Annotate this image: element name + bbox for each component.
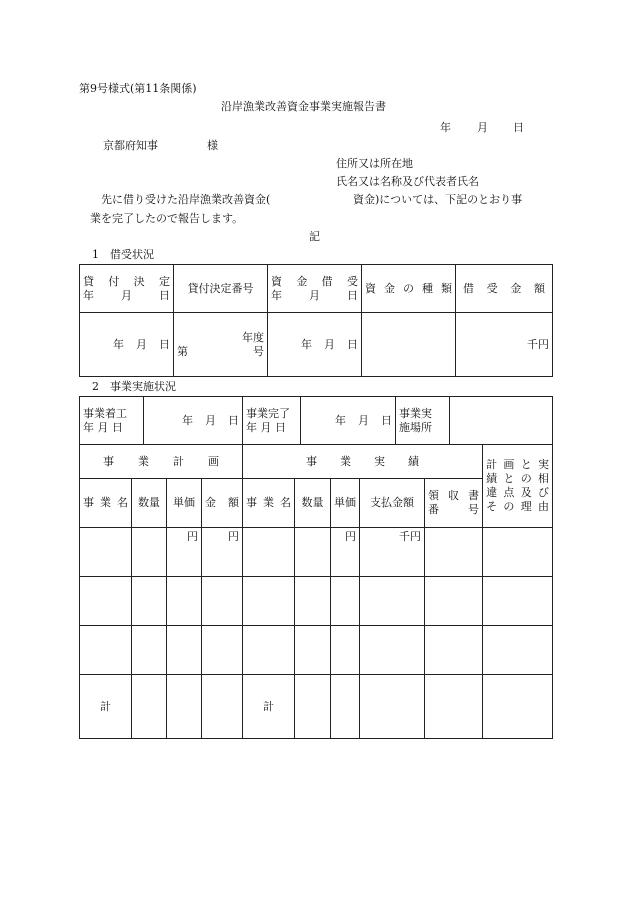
ki-label: 記 <box>309 230 320 243</box>
row-decision-number: 年度 第 号 <box>174 313 268 377</box>
table-row <box>80 577 553 626</box>
row-amount: 千円 <box>456 313 553 377</box>
table-row: 円 円 円 千円 <box>80 528 553 577</box>
diff-reason-header: 計画と実 績との相 違点及び その理由 <box>483 445 553 528</box>
plan-header: 事業計画 <box>80 445 243 479</box>
date-day: 日 <box>513 121 524 134</box>
implementation-dates-table <box>79 396 553 445</box>
plan-result-table <box>79 444 553 739</box>
result-total-label: 計 <box>243 675 295 739</box>
row-decision-date: 年 月 日 <box>80 313 174 377</box>
plan-col-name: 事業名 <box>80 479 132 528</box>
body-line2: 業を完了したので報告します。 <box>90 212 244 225</box>
header-fund-type: 資金の種類 <box>362 265 456 313</box>
header-borrow-date: 資金借受 年 月 日 <box>268 265 362 313</box>
date-month: 月 <box>477 121 488 134</box>
result-col-receipt: 領収書 番号 <box>425 479 483 528</box>
plan-col-quantity: 数量 <box>132 479 167 528</box>
result-col-quantity: 数量 <box>295 479 331 528</box>
place-label: 事業実 施場所 <box>396 397 450 445</box>
total-row <box>80 675 553 739</box>
header-decision-date: 貸付決定 年 月 日 <box>80 265 174 313</box>
applicant-name-label: 氏名又は名称及び代表者氏名 <box>336 175 479 188</box>
section1-heading: 1 借受状況 <box>92 248 154 261</box>
header-amount: 借受金額 <box>456 265 553 313</box>
result-header: 事業実績 <box>243 445 483 479</box>
date-year: 年 <box>440 121 451 134</box>
form-number: 第9号様式(第11条関係) <box>79 82 197 95</box>
addressee-honorific: 様 <box>207 139 218 152</box>
end-date: 年 月 日 <box>301 397 396 445</box>
plan-col-unit-price: 単価 <box>167 479 202 528</box>
end-label: 事業完了 年 月 日 <box>243 397 301 445</box>
applicant-address-label: 住所又は所在地 <box>336 157 413 170</box>
place-value <box>450 397 553 445</box>
document-title: 沿岸漁業改善資金事業実施報告書 <box>221 100 386 113</box>
start-date: 年 月 日 <box>144 397 243 445</box>
loan-status-table <box>79 264 553 377</box>
start-label: 事業着工 年 月 日 <box>80 397 144 445</box>
header-decision-number: 貸付決定番号 <box>174 265 268 313</box>
addressee-name: 京都府知事 <box>103 139 158 152</box>
body-line1-a: 先に借り受けた沿岸漁業改善資金( <box>101 193 271 206</box>
result-col-unit-price: 単価 <box>331 479 360 528</box>
table-row <box>80 626 553 675</box>
row-borrow-date: 年 月 日 <box>268 313 362 377</box>
result-col-payment: 支払金額 <box>360 479 425 528</box>
plan-col-amount: 金額 <box>202 479 243 528</box>
row-fund-type <box>362 313 456 377</box>
section2-heading: 2 事業実施状況 <box>92 380 176 393</box>
result-col-name: 事業名 <box>243 479 295 528</box>
body-line1-b: 資金)については、下記のとおり事 <box>353 193 523 206</box>
plan-total-label: 計 <box>80 675 132 739</box>
